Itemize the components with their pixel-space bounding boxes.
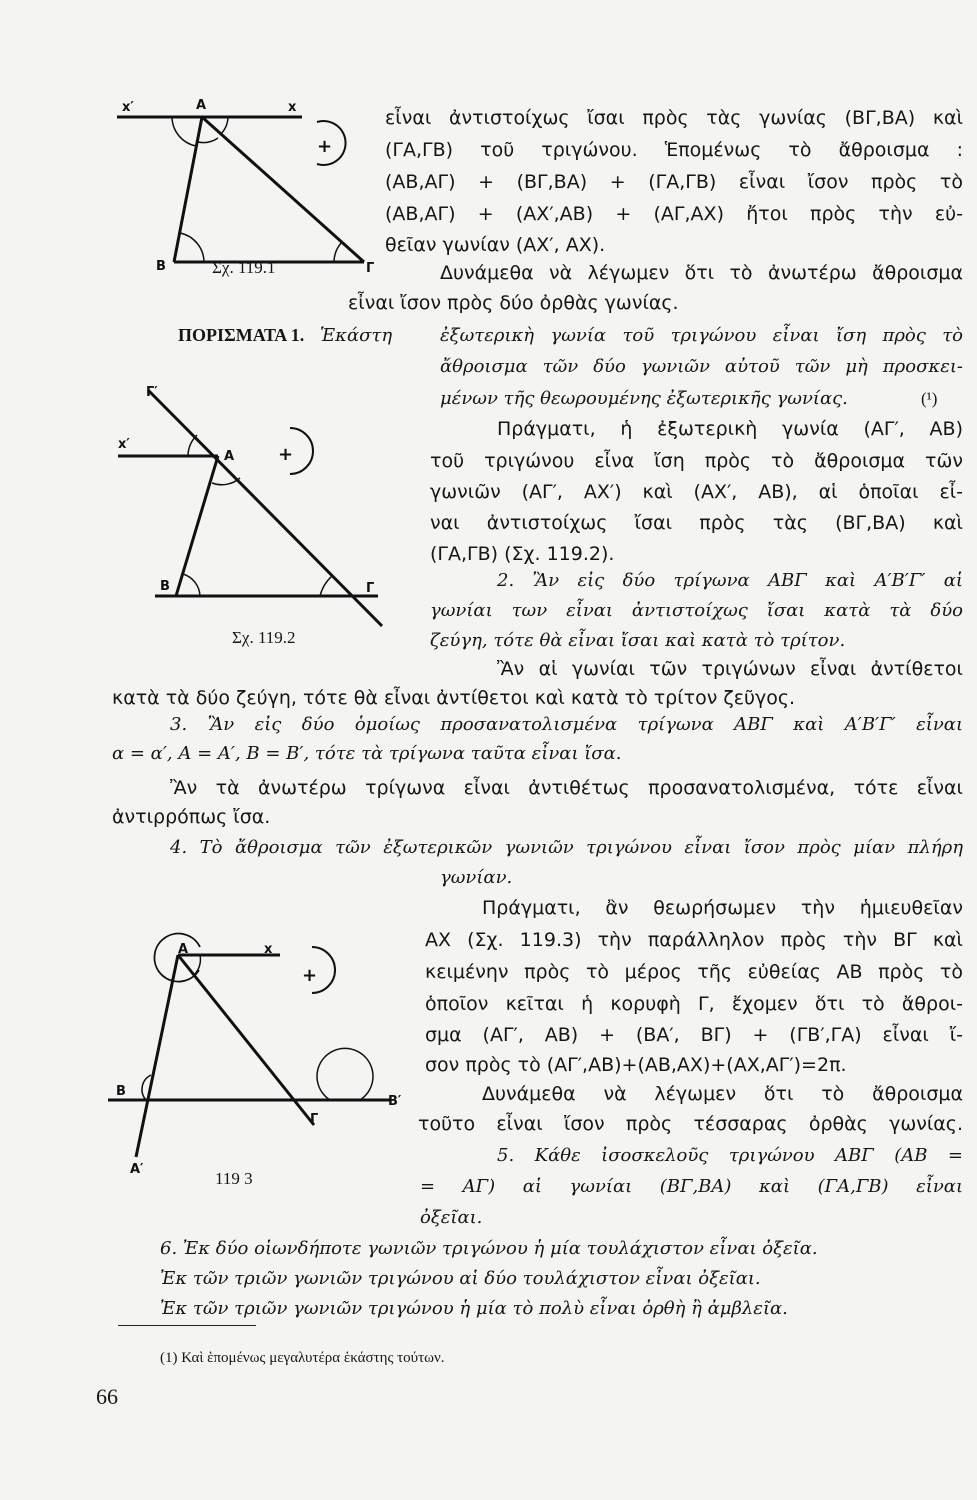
line-a-prime-a bbox=[136, 955, 178, 1157]
label-a-prime: A′ bbox=[130, 1162, 144, 1177]
angle-arc-g bbox=[320, 576, 332, 596]
label-a: A bbox=[224, 449, 235, 464]
text-line: εἶναι ἀντιστοίχως ἴσαι πρὸς τὰς γωνίας (ΒΓ,ΒΑ) καὶ bbox=[385, 107, 963, 129]
label-b: B bbox=[116, 1084, 126, 1099]
label-plus: + bbox=[302, 965, 318, 986]
angle-arc-b bbox=[183, 574, 200, 596]
label-g: Γ bbox=[310, 1112, 319, 1127]
text-line: ΑΧ (Σχ. 119.3) τὴν παράλληλον πρὸς τὴν ΒΓ καὶ bbox=[425, 929, 963, 951]
text-line: γωνιῶν (ΑΓ′, ΑΧ′) καὶ (ΑΧ′, ΑΒ), αἱ ὁποῖαι εἶ- bbox=[430, 481, 963, 503]
figure-119-3-caption: 119 3 bbox=[215, 1169, 253, 1188]
text-line: (ΑΒ,ΑΓ) + (ΒΓ,ΒΑ) + (ΓΑ,ΓΒ) εἶναι ἴσον πρὸς τὸ bbox=[385, 171, 963, 193]
figure-119-2-caption: Σχ. 119.2 bbox=[232, 628, 296, 647]
text-line: Δυνάμεθα νὰ λέγωμεν ὅτι τὸ ἀνωτέρω ἄθροισμα bbox=[440, 262, 963, 284]
label-a: A bbox=[196, 98, 207, 113]
label-plus: + bbox=[278, 444, 294, 465]
page-number: 66 bbox=[96, 1384, 118, 1409]
label-x-prime: x′ bbox=[122, 100, 134, 115]
text-line: τοῦτο εἶναι ἴσον πρὸς τέσσαρας ὀρθὰς γωνίας. bbox=[418, 1113, 963, 1135]
text-line: ἀντιρρόπως ἴσα. bbox=[112, 806, 271, 828]
label-x-prime: x′ bbox=[118, 437, 130, 452]
angle-arc-a-left bbox=[172, 117, 196, 146]
text-line: 6. Ἐκ δύο οἱωνδήποτε γωνιῶν τριγώνου ἡ μία τουλάχιστον εἶναι ὀξεῖα. bbox=[160, 1238, 818, 1259]
text-line: ναι ἀντιστοίχως ἴσαι πρὸς τὰς (ΒΓ,ΒΑ) καὶ bbox=[430, 512, 963, 534]
angle-arc-a-middle bbox=[198, 138, 218, 143]
figure-119-2 bbox=[110, 378, 395, 628]
side-ag bbox=[202, 117, 364, 262]
text-line: Ἐκ τῶν τριῶν γωνιῶν τριγώνου αἱ δύο τουλάχιστον εἶναι ὀξεῖαι. bbox=[160, 1268, 761, 1289]
footnote: (1) Καὶ ἑπομένως μεγαλυτέρα ἑκάστης τούτων. bbox=[160, 1350, 445, 1366]
text-line: Ἂν τὰ ἀνωτέρω τρίγωνα εἶναι ἀντιθέτως προσανατολισμένα, τότε εἶναι bbox=[170, 777, 963, 799]
text-line: σον πρὸς τὸ (ΑΓ′,ΑΒ)+(ΑΒ,ΑΧ)+(ΑΧ,ΑΓ′)=2π. bbox=[425, 1054, 847, 1076]
label-b-prime: B′ bbox=[388, 1094, 402, 1109]
text-line: γωνίαι των εἶναι ἀντιστοίχως ἴσαι κατὰ τὰ δύο bbox=[430, 600, 963, 621]
label-b: B bbox=[160, 579, 170, 594]
text-line: α = α′, Α = Α′, Β = Β′, τότε τὰ τρίγωνα ταῦτα εἶναι ἴσα. bbox=[112, 743, 622, 764]
text-line: ὀξεῖαι. bbox=[420, 1207, 483, 1228]
text-line: τοῦ τριγώνου εἶνα ἴση πρὸς τὸ ἄθροισμα τῶν bbox=[430, 450, 963, 472]
angle-arc-a-inner bbox=[194, 955, 200, 975]
label-g: Γ bbox=[366, 581, 375, 596]
text-line: Ἂν αἱ γωνίαι τῶν τριγώνων εἶναι ἀντίθετοι bbox=[497, 658, 963, 680]
text-line: Πράγματι, ἂν θεωρήσωμεν τὴν ἡμιευθεῖαν bbox=[482, 897, 963, 919]
text-line: 2. Ἂν εἰς δύο τρίγωνα ΑΒΓ καὶ Α′Β′Γ′ αἱ bbox=[497, 570, 963, 591]
text-line: Δυνάμεθα νὰ λέγωμεν ὅτι τὸ ἄθροισμα bbox=[482, 1083, 963, 1105]
label-plus: + bbox=[317, 136, 333, 157]
angle-arc-g bbox=[317, 1048, 373, 1100]
side-ab bbox=[174, 117, 202, 262]
text-line: Ἐκ τῶν τριῶν γωνιῶν τριγώνου ἡ μία τὸ πολὺ εἶναι ὀρθὴ ἢ ἀμβλεῖα. bbox=[160, 1298, 788, 1319]
label-x: x bbox=[288, 100, 297, 115]
text-line: = ΑΓ) αἱ γωνίαι (ΒΓ,ΒΑ) καὶ (ΓΑ,ΓΒ) εἶναι bbox=[420, 1176, 963, 1197]
footnote-rule bbox=[118, 1325, 256, 1326]
side-ab bbox=[176, 456, 218, 596]
text-line: σμα (ΑΓ′, ΑΒ) + (ΒΑ′, ΒΓ) + (ΓΒ′,ΓΑ) εἶναι ἴ- bbox=[425, 1024, 963, 1046]
line-g-prime-g bbox=[148, 390, 382, 626]
text-line: κατὰ τὰ δύο ζεύγη, τότε θὰ εἶναι ἀντίθετοι καὶ κατὰ τὸ τρίτον ζεῦγος. bbox=[112, 687, 796, 709]
text-line: ζεύγη, τότε θὰ εἶναι ἴσαι καὶ κατὰ τὸ τρίτον. bbox=[430, 630, 846, 651]
text-line: Ἑκάστη bbox=[320, 325, 393, 346]
figure-119-3 bbox=[100, 925, 420, 1175]
figure-119-1-caption: Σχ. 119.1 bbox=[212, 258, 276, 277]
text-line: κειμένην πρὸς τὸ μέρος τῆς εὐθείας ΑΒ πρὸς τὸ bbox=[425, 961, 963, 983]
text-line: 5. Κάθε ἰσοσκελοῦς τριγώνου ΑΒΓ (ΑΒ = bbox=[497, 1145, 963, 1166]
angle-arc-g bbox=[334, 242, 342, 262]
orientation-arc bbox=[290, 428, 313, 474]
text-line: μένων τῆς θεωρουμένης ἐξωτερικῆς γωνίας. bbox=[440, 388, 848, 409]
porismata-heading: ΠΟΡΙΣΜΑΤΑ 1. bbox=[178, 325, 305, 345]
figure-119-1 bbox=[112, 92, 377, 282]
text-line: ἐξωτερικὴ γωνία τοῦ τριγώνου εἶναι ἴση πρὸς τὸ bbox=[440, 325, 963, 346]
text-line: εἶναι ἴσον πρὸς δύο ὀρθὰς γωνίας. bbox=[348, 292, 679, 314]
text-line: γωνίαν. bbox=[440, 867, 513, 888]
label-g-prime: Γ′ bbox=[146, 385, 158, 400]
text-line: (ΑΒ,ΑΓ) + (ΑΧ′,ΑΒ) + (ΑΓ,ΑΧ) ἤτοι πρὸς τὴν εὐ- bbox=[385, 203, 963, 225]
label-x: x bbox=[264, 942, 273, 957]
text-line: ὁποῖον κεῖται ἡ κορυφὴ Γ, ἔχομεν ὅτι τὸ ἄθροι- bbox=[425, 993, 963, 1015]
angle-arc-a-right bbox=[221, 117, 228, 134]
label-g: Γ bbox=[366, 261, 375, 276]
label-b: B bbox=[156, 259, 166, 274]
text-line: θεῖαν γωνίαν (ΑΧ′, ΑΧ). bbox=[385, 234, 606, 256]
text-line: (ΓΑ,ΓΒ) (Σχ. 119.2). bbox=[430, 543, 615, 565]
text-line: (ΓΑ,ΓΒ) τοῦ τριγώνου. Ἑπομένως τὸ ἄθροισμα : bbox=[385, 139, 963, 161]
footnote-ref: (¹) bbox=[921, 389, 938, 408]
text-line: Πράγματι, ἡ ἐξωτερικὴ γωνία (ΑΓ′, ΑΒ) bbox=[497, 418, 963, 440]
label-a: A bbox=[178, 942, 189, 957]
text-line: ἄθροισμα τῶν δύο γωνιῶν αὐτοῦ τῶν μὴ προσκει- bbox=[440, 356, 963, 377]
angle-arc-b bbox=[180, 233, 204, 262]
text-line: 3. Ἂν εἰς δύο ὁμοίως προσανατολισμένα τρίγωνα ΑΒΓ καὶ Α′Β′Γ′ εἶναι bbox=[170, 714, 963, 735]
text-line: 4. Τὸ ἄθροισμα τῶν ἐξωτερικῶν γωνιῶν τριγώνου εἶναι ἴσον πρὸς μίαν πλήρη bbox=[170, 837, 963, 858]
